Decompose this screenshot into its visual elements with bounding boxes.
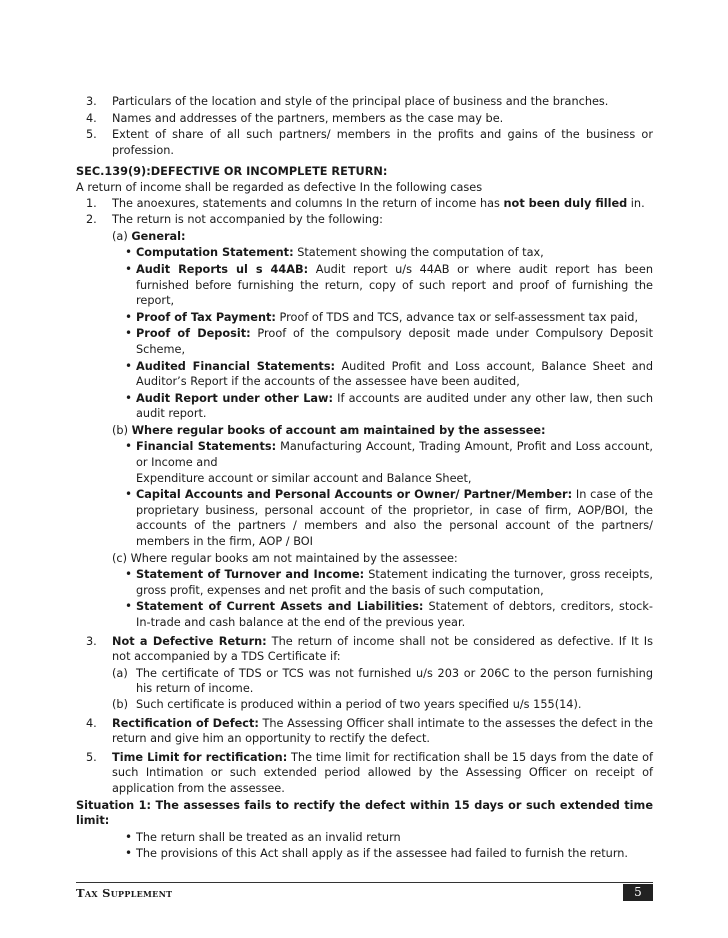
bullet-item bbox=[76, 439, 653, 470]
bullet-bold: Computation Statement: bbox=[136, 246, 294, 260]
sub-item-label: (a) bbox=[112, 666, 128, 680]
page-number: 5 bbox=[623, 884, 653, 901]
bullet-item bbox=[76, 487, 653, 549]
list-item bbox=[76, 94, 653, 110]
item-number: 3. bbox=[86, 95, 97, 108]
bullet-item bbox=[76, 310, 653, 326]
top-list bbox=[76, 94, 653, 158]
item-text: in. bbox=[627, 196, 645, 210]
list-item bbox=[76, 196, 653, 212]
bullet-item: • The provisions of this Act shall apply as if the assessee had failed to furnish the return. bbox=[76, 846, 653, 862]
sub-item bbox=[76, 666, 653, 697]
sub-item-label: (b) bbox=[112, 697, 128, 711]
list-item bbox=[76, 750, 653, 797]
bullet-bold: Capital Accounts and Personal Accounts or Owner/ Partner/Member: bbox=[136, 488, 573, 502]
bullet-text: Statement indicating the turnover, gross receipts, gross profit, expenses and net profit and the basis of such computation, bbox=[136, 568, 654, 597]
group-b-title bbox=[76, 423, 653, 439]
bullet-item bbox=[76, 262, 653, 309]
bullet-bold: Audited Financial Statements: bbox=[136, 359, 336, 373]
item-text: Particulars of the location and style of the principal place of business and the branches. bbox=[112, 95, 609, 108]
list-item bbox=[76, 127, 653, 158]
section-heading: SEC.139(9):DEFECTIVE OR INCOMPLETE RETURN: bbox=[76, 165, 388, 179]
bullet-bold: Financial Statements: bbox=[136, 440, 277, 454]
list-item bbox=[76, 716, 653, 747]
bullet-text: Statement showing the computation of tax, bbox=[293, 246, 544, 260]
bullet-item bbox=[76, 326, 653, 357]
page-footer bbox=[76, 882, 653, 902]
bullet-text: Audit report u/s 44AB or where audit report has been furnished before furnishing the return, copy of such report and proof of furnishing the report, bbox=[136, 262, 653, 308]
item-number: 4. bbox=[86, 111, 97, 125]
item-bold: Not a Defective Return: bbox=[112, 634, 267, 648]
item-text: The return is not accompanied by the following: bbox=[112, 213, 383, 227]
bullet-text: Audited Profit and Loss account, Balance Sheet and Auditor’s Report if the accounts of the assessee have been audited, bbox=[136, 359, 653, 389]
item-bold: Rectification of Defect: bbox=[112, 716, 259, 730]
bullet-item bbox=[76, 245, 653, 261]
group-title: Where regular books am not maintained by the assessee: bbox=[130, 551, 458, 565]
bullet-bold: Statement of Current Assets and Liabilities: bbox=[136, 600, 424, 614]
item-number: 5. bbox=[86, 750, 97, 764]
item-text: The Assessing Officer shall intimate to the assesses the defect in the return and give him an opportunity to rectify the defect. bbox=[112, 716, 653, 746]
bullet-item bbox=[76, 359, 653, 390]
group-title: Where regular books of account am maintained by the assessee: bbox=[131, 423, 546, 437]
item-text: Extent of share of all such partners/ members in the profits and gains of the business or profession. bbox=[112, 128, 653, 157]
sub-item bbox=[76, 697, 653, 713]
list-item bbox=[76, 111, 653, 127]
group-label: (c) bbox=[112, 551, 128, 565]
bullet-bold: Proof of Deposit: bbox=[136, 327, 251, 341]
group-title: General: bbox=[131, 229, 186, 243]
item-number: 5. bbox=[86, 128, 97, 142]
bullet-bold: Proof of Tax Payment: bbox=[136, 310, 276, 324]
bullet-text: In case of the proprietary business, personal account of the proprietor, in case of firm, AOP/BOI, the accounts of the partners / members and also the personal account of the partners/ members in the firm, AOP / BOI bbox=[136, 488, 653, 549]
bullet-bold: Statement of Turnover and Income: bbox=[136, 568, 365, 582]
item-text: The return of income shall not be considered as defective. If It Is not accompanied by a TDS Certificate if: bbox=[112, 634, 653, 664]
group-c-title bbox=[76, 551, 653, 567]
bullet-text: Statement of debtors, creditors, stock-In-trade and cash balance at the end of the previous year. bbox=[136, 600, 653, 629]
document-body bbox=[76, 94, 653, 862]
sub-item-text: Such certificate is produced within a period of two years specified u/s 155(14). bbox=[136, 697, 582, 711]
item-text: The anoexures, statements and columns In the return of income has bbox=[112, 196, 504, 210]
bullet-item bbox=[76, 391, 653, 422]
item-number: 2. bbox=[86, 213, 97, 227]
bullet-text: Manufacturing Account, Trading Amount, Profit and Loss account, or Income and bbox=[136, 440, 653, 470]
item-text: Names and addresses of the partners, members as the case may be. bbox=[112, 111, 504, 125]
item-number: 1. bbox=[86, 196, 97, 210]
list-item bbox=[76, 212, 653, 228]
bullet-bold: Audit Report under other Law: bbox=[136, 391, 333, 405]
group-label: (a) bbox=[112, 229, 128, 243]
list-item bbox=[76, 634, 653, 665]
bullet-item: • The return shall be treated as an invalid return bbox=[76, 830, 653, 846]
group-label: (b) bbox=[112, 423, 128, 437]
item-bold: not been duly filled bbox=[503, 196, 628, 210]
item-text: The time limit for rectification shall be 15 days from the date of such Intimation or such extended period allowed by the Assessing Officer on receipt of application from the assessee. bbox=[112, 750, 653, 795]
item-bold: Time Limit for rectification: bbox=[112, 750, 288, 764]
situation-heading: Situation 1: The assesses fails to rectify the defect within 15 days or such extended time limit: bbox=[76, 798, 653, 828]
footer-title: Tax Supplement bbox=[76, 886, 173, 900]
bullet-item bbox=[76, 567, 653, 598]
item-number: 4. bbox=[86, 716, 97, 730]
bullet-text: If accounts are audited under any other law, then such audit report. bbox=[136, 391, 653, 421]
bullet-item bbox=[76, 599, 653, 630]
sub-item-text: The certificate of TDS or TCS was not furnished u/s 203 or 206C to the person furnishing his return of income. bbox=[136, 666, 653, 696]
bullet-continuation: Expenditure account or similar account and Balance Sheet, bbox=[136, 471, 472, 485]
bullet-text: Proof of TDS and TCS, advance tax or self-assessment tax paid, bbox=[275, 310, 639, 324]
item-number: 3. bbox=[86, 634, 97, 648]
group-a-title bbox=[76, 229, 653, 245]
intro-text: A return of income shall be regarded as defective In the following cases bbox=[76, 180, 483, 194]
bullet-bold: Audit Reports ul s 44AB: bbox=[136, 262, 309, 276]
bullet-text: Proof of the compulsory deposit made under Compulsory Deposit Scheme, bbox=[136, 327, 653, 356]
